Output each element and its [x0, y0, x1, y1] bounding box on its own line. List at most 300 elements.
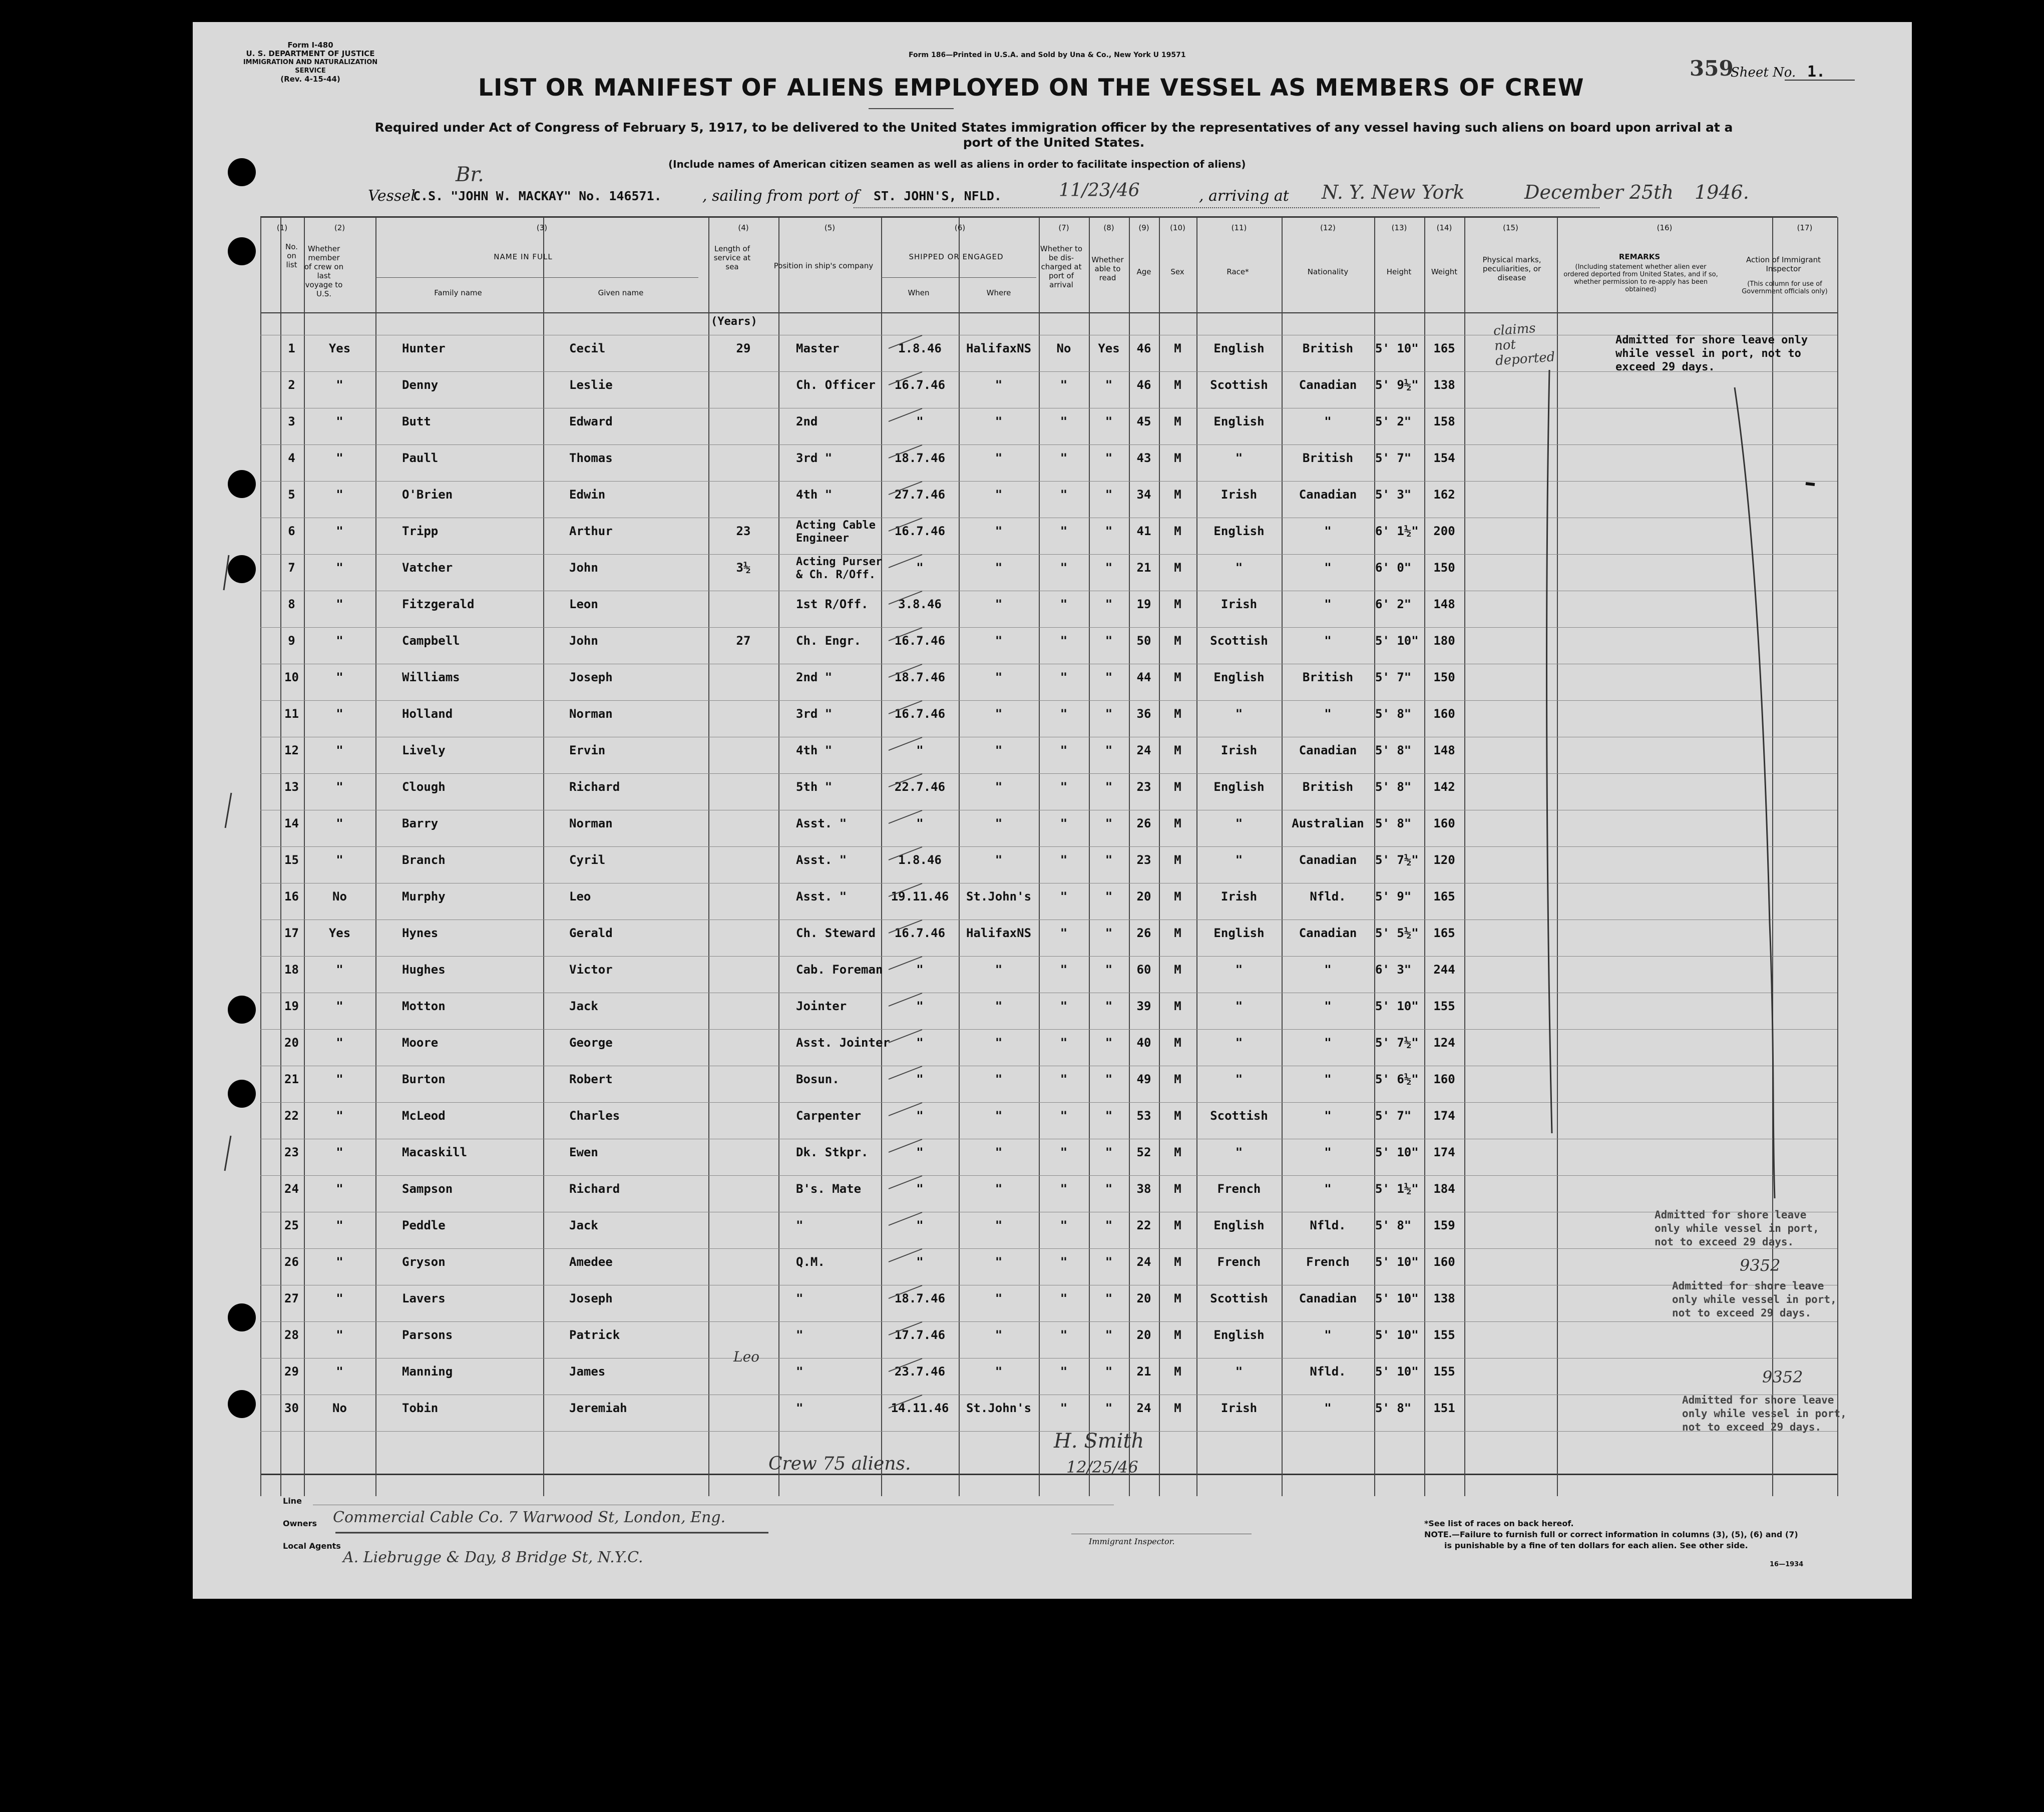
remark-rows-27-29: Admitted for shore leave only while vessel in port, not to exceed 29 days.	[1672, 1280, 1837, 1319]
cell-weight: 142	[1433, 780, 1455, 794]
cell-height: 5' 10"	[1375, 999, 1419, 1013]
cell-height: 5' 10"	[1375, 1145, 1419, 1159]
cell-weight: 160	[1433, 1072, 1455, 1086]
cell-age: 53	[1136, 1109, 1151, 1123]
cell-height: 6' 0"	[1375, 561, 1412, 575]
cell-discharged: "	[1060, 634, 1068, 648]
cell-shipped-when: "	[916, 1036, 924, 1050]
cell-last-voyage: Yes	[328, 341, 351, 355]
cell-age: 39	[1136, 999, 1151, 1013]
sheet-label: Sheet No.	[1731, 65, 1796, 80]
leo-correction: Leo	[733, 1348, 760, 1365]
cell-given-name: Ewen	[569, 1145, 598, 1159]
cell-age: 19	[1136, 597, 1151, 611]
cell-shipped-when: 17.7.46	[894, 1328, 946, 1342]
cell-family-name: Williams	[402, 670, 460, 684]
cell-race: French	[1217, 1182, 1261, 1196]
column-number: (6)	[954, 223, 966, 232]
cell-sex: M	[1174, 999, 1181, 1013]
inspector-signature: H. Smith	[1054, 1430, 1144, 1453]
arriving-label: , arriving at	[1199, 187, 1289, 205]
cell-weight: 148	[1433, 743, 1455, 757]
cell-given-name: Edwin	[569, 488, 606, 502]
form-number: Form I-480	[287, 41, 333, 50]
sheet-value: 1.	[1807, 63, 1826, 81]
cell-shipped-where: "	[995, 1218, 1003, 1232]
cell-given-name: Norman	[569, 816, 613, 830]
cell-age: 21	[1136, 1365, 1151, 1379]
cell-discharged: "	[1060, 1401, 1068, 1415]
cell-race: English	[1213, 780, 1265, 794]
cell-race: "	[1235, 707, 1243, 721]
cell-able-to-read: "	[1105, 780, 1113, 794]
cell-sex: M	[1174, 670, 1181, 684]
cell-discharged: "	[1060, 524, 1068, 538]
cell-position: "	[796, 1365, 803, 1379]
cell-given-name: Cecil	[569, 341, 606, 355]
manifest-sheet	[193, 22, 1912, 1599]
cell-race: Scottish	[1210, 1291, 1268, 1305]
cell-shipped-where: "	[995, 451, 1003, 465]
cell-given-name: Richard	[569, 1182, 620, 1196]
cell-nationality: British	[1302, 341, 1354, 355]
cell-sex: M	[1174, 414, 1181, 428]
cell-sex: M	[1174, 341, 1181, 355]
departure-date-hand: 11/23/46	[1059, 180, 1140, 201]
header-read: Whether able to read	[1091, 255, 1124, 282]
cell-shipped-where: "	[995, 1109, 1003, 1123]
cell-shipped-where: "	[995, 1291, 1003, 1305]
cell-given-name: Jack	[569, 999, 598, 1013]
cell-shipped-where: "	[995, 780, 1003, 794]
cell-race: "	[1235, 1145, 1243, 1159]
cell-position: Ch. Engr.	[796, 634, 862, 648]
cell-shipped-when: 18.7.46	[894, 1291, 946, 1305]
cell-height: 5' 3"	[1375, 488, 1412, 502]
cell-nationality: "	[1324, 634, 1332, 648]
cell-discharged: "	[1060, 780, 1068, 794]
cell-able-to-read: "	[1105, 1182, 1113, 1196]
cell-able-to-read: "	[1105, 707, 1113, 721]
cell-shipped-where: "	[995, 1365, 1003, 1379]
cell-weight: 162	[1433, 488, 1455, 502]
cell-last-voyage: "	[336, 561, 343, 575]
cell-list-number: 18	[284, 963, 299, 977]
cell-shipped-when: 1.8.46	[898, 341, 942, 355]
cell-able-to-read: "	[1105, 1145, 1113, 1159]
cell-discharged: "	[1060, 1036, 1068, 1050]
cell-position: Acting Purser	[796, 556, 883, 568]
cell-given-name: Cyril	[569, 853, 606, 867]
header-weight: Weight	[1431, 267, 1458, 276]
cell-discharged: "	[1060, 999, 1068, 1013]
header-inspector-note: (This column for use of Government officials only)	[1742, 280, 1828, 295]
cell-given-name: John	[569, 561, 598, 575]
header-nationality: Nationality	[1307, 267, 1349, 276]
cell-nationality: "	[1324, 1072, 1332, 1086]
cell-family-name: Branch	[402, 853, 446, 867]
cell-weight: 160	[1433, 816, 1455, 830]
cell-family-name: Denny	[402, 378, 439, 392]
cell-nationality: Canadian	[1299, 378, 1357, 392]
cell-family-name: Campbell	[402, 634, 460, 648]
cell-race: "	[1235, 451, 1243, 465]
service-unit: (Years)	[711, 315, 757, 328]
department: U. S. DEPARTMENT OF JUSTICE	[246, 49, 375, 58]
cell-able-to-read: Yes	[1098, 341, 1120, 355]
cell-nationality: "	[1324, 999, 1332, 1013]
cell-height: 6' 3"	[1375, 963, 1412, 977]
cell-nationality: Canadian	[1299, 488, 1357, 502]
cell-given-name: Leon	[569, 597, 598, 611]
cell-sex: M	[1174, 780, 1181, 794]
cell-able-to-read: "	[1105, 488, 1113, 502]
cell-family-name: Butt	[402, 414, 431, 428]
cell-list-number: 11	[284, 707, 299, 721]
cell-height: 5' 10"	[1375, 341, 1419, 355]
cell-discharged: "	[1060, 853, 1068, 867]
cell-weight: 155	[1433, 1365, 1455, 1379]
cell-race: "	[1235, 963, 1243, 977]
cell-age: 26	[1136, 816, 1151, 830]
cell-shipped-where: "	[995, 670, 1003, 684]
cell-position: Master	[796, 341, 840, 355]
cell-weight: 184	[1433, 1182, 1455, 1196]
cell-shipped-when: 16.7.46	[894, 378, 946, 392]
cell-shipped-when: 18.7.46	[894, 451, 946, 465]
cell-position: Cab. Foreman	[796, 963, 883, 977]
cell-age: 41	[1136, 524, 1151, 538]
cell-age: 60	[1136, 963, 1151, 977]
cell-age: 38	[1136, 1182, 1151, 1196]
cell-able-to-read: "	[1105, 524, 1113, 538]
arrival-year-hand: 1946.	[1695, 181, 1749, 203]
cell-able-to-read: "	[1105, 451, 1113, 465]
cell-sex: M	[1174, 889, 1181, 903]
cell-family-name: Lively	[402, 743, 446, 757]
line-label: Line	[283, 1496, 302, 1506]
cell-discharged: "	[1060, 561, 1068, 575]
cell-shipped-where: "	[995, 561, 1003, 575]
cell-last-voyage: "	[336, 743, 343, 757]
cell-family-name: Paull	[402, 451, 439, 465]
service-name: IMMIGRATION AND NATURALIZATION SERVICE	[243, 59, 378, 75]
header-where: Where	[986, 288, 1011, 297]
cell-given-name: Gerald	[569, 926, 613, 940]
cell-race: English	[1213, 1328, 1265, 1342]
cell-age: 45	[1136, 414, 1151, 428]
cell-sex: M	[1174, 1182, 1181, 1196]
cell-sex: M	[1174, 1145, 1181, 1159]
cell-list-number: 20	[284, 1036, 299, 1050]
header-age: Age	[1136, 267, 1151, 276]
cell-able-to-read: "	[1105, 853, 1113, 867]
cell-position: "	[796, 1328, 803, 1342]
cell-nationality: Canadian	[1299, 743, 1357, 757]
cell-nationality: Canadian	[1299, 926, 1357, 940]
cell-last-voyage: "	[336, 963, 343, 977]
cell-shipped-when: 16.7.46	[894, 634, 946, 648]
cell-discharged: "	[1060, 597, 1068, 611]
cell-shipped-where: "	[995, 634, 1003, 648]
cell-sex: M	[1174, 1218, 1181, 1232]
cell-age: 43	[1136, 451, 1151, 465]
cell-shipped-where: "	[995, 707, 1003, 721]
cell-family-name: Lavers	[402, 1291, 446, 1305]
cell-last-voyage: "	[336, 634, 343, 648]
cell-position: Acting Cable	[796, 519, 876, 532]
cell-position: Bosun.	[796, 1072, 840, 1086]
cell-sex: M	[1174, 926, 1181, 940]
cell-last-voyage: "	[336, 1328, 343, 1342]
cell-discharged: "	[1060, 1109, 1068, 1123]
arrival-date-hand: December 25th	[1524, 181, 1674, 203]
header-remarks: REMARKS	[1618, 252, 1661, 261]
column-number: (9)	[1138, 223, 1149, 232]
cell-weight: 158	[1433, 414, 1455, 428]
cell-able-to-read: "	[1105, 597, 1113, 611]
cell-last-voyage: "	[336, 451, 343, 465]
cell-service-years: 23	[736, 524, 751, 538]
cell-given-name: James	[569, 1365, 606, 1379]
cell-family-name: Fitzgerald	[402, 597, 475, 611]
cell-age: 20	[1136, 1291, 1151, 1305]
cell-height: 5' 8"	[1375, 1218, 1412, 1232]
cell-race: "	[1235, 1365, 1243, 1379]
cell-shipped-when: "	[916, 963, 924, 977]
cell-given-name: Patrick	[569, 1328, 620, 1342]
header-race: Race*	[1227, 267, 1249, 276]
cell-nationality: British	[1302, 451, 1354, 465]
cell-weight: 151	[1433, 1401, 1455, 1415]
remark-rows-1-23: Admitted for shore leave only while vessel in port, not to exceed 29 days.	[1615, 334, 1808, 373]
cell-given-name: Jeremiah	[569, 1401, 627, 1415]
cell-list-number: 8	[288, 597, 295, 611]
cell-position: "	[796, 1291, 803, 1305]
header-name-in-full: NAME IN FULL	[494, 252, 553, 261]
cell-shipped-when: 22.7.46	[894, 780, 946, 794]
cell-race: French	[1217, 1255, 1261, 1269]
cell-height: 5' 6½"	[1375, 1072, 1419, 1086]
cell-family-name: Hynes	[402, 926, 439, 940]
cell-race: "	[1235, 999, 1243, 1013]
cell-shipped-when: "	[916, 1145, 924, 1159]
cell-list-number: 2	[288, 378, 295, 392]
cell-height: 5' 9"	[1375, 889, 1412, 903]
cell-discharged: "	[1060, 1255, 1068, 1269]
cell-shipped-when: "	[916, 561, 924, 575]
cell-nationality: French	[1306, 1255, 1350, 1269]
cell-discharged: "	[1060, 1218, 1068, 1232]
cell-nationality: "	[1324, 561, 1332, 575]
cell-given-name: Joseph	[569, 1291, 613, 1305]
cell-weight: 174	[1433, 1145, 1455, 1159]
cell-position: B's. Mate	[796, 1182, 862, 1196]
cell-height: 5' 7"	[1375, 1109, 1412, 1123]
cell-shipped-when: "	[916, 743, 924, 757]
cell-able-to-read: "	[1105, 1218, 1113, 1232]
cell-weight: 138	[1433, 1291, 1455, 1305]
cell-nationality: "	[1324, 1401, 1332, 1415]
cell-list-number: 1	[288, 341, 295, 355]
cell-discharged: "	[1060, 1072, 1068, 1086]
cell-list-number: 4	[288, 451, 295, 465]
column-number: (10)	[1170, 223, 1185, 232]
cell-sex: M	[1174, 853, 1181, 867]
owners-value: Commercial Cable Co. 7 Warwood St, London, Eng.	[333, 1509, 726, 1526]
cell-height: 5' 10"	[1375, 1328, 1419, 1342]
cell-family-name: Gryson	[402, 1255, 446, 1269]
cell-shipped-where: "	[995, 1072, 1003, 1086]
cell-last-voyage: "	[336, 780, 343, 794]
cell-sex: M	[1174, 963, 1181, 977]
cell-shipped-where: St.John's	[966, 889, 1032, 903]
cell-weight: 160	[1433, 1255, 1455, 1269]
cell-nationality: British	[1302, 670, 1354, 684]
cell-family-name: Murphy	[402, 889, 446, 903]
cell-position: 3rd "	[796, 451, 833, 465]
cell-shipped-when: 27.7.46	[894, 488, 946, 502]
cell-height: 5' 9½"	[1375, 378, 1419, 392]
cell-shipped-when: 16.7.46	[894, 926, 946, 940]
sailing-label: , sailing from port of	[702, 187, 860, 205]
cell-list-number: 14	[284, 816, 299, 830]
cell-shipped-where: "	[995, 597, 1003, 611]
cell-age: 23	[1136, 780, 1151, 794]
cell-list-number: 25	[284, 1218, 299, 1232]
cell-weight: 154	[1433, 451, 1455, 465]
cell-height: 5' 10"	[1375, 1291, 1419, 1305]
cell-list-number: 3	[288, 414, 295, 428]
form-code: 16—1934	[1770, 1561, 1804, 1568]
cell-shipped-when: 23.7.46	[894, 1365, 946, 1379]
header-no: No. on list	[285, 242, 298, 269]
cell-weight: 155	[1433, 1328, 1455, 1342]
cell-sex: M	[1174, 707, 1181, 721]
cell-shipped-when: "	[916, 999, 924, 1013]
cell-weight: 120	[1433, 853, 1455, 867]
cell-position: 4th "	[796, 488, 833, 502]
cell-discharged: "	[1060, 1328, 1068, 1342]
crew-alien-count: Crew 75 aliens.	[768, 1454, 911, 1474]
cell-list-number: 21	[284, 1072, 299, 1086]
cell-given-name: Amedee	[569, 1255, 613, 1269]
cell-list-number: 26	[284, 1255, 299, 1269]
header-shipped: SHIPPED OR ENGAGED	[909, 252, 1004, 261]
header-family-name: Family name	[434, 288, 482, 297]
cell-service-years: 3½	[736, 561, 751, 575]
cell-position: Asst. Jointer	[796, 1036, 890, 1050]
cell-family-name: O'Brien	[402, 488, 453, 502]
departure-port: ST. JOHN'S, NFLD.	[874, 189, 1002, 203]
cell-position: 2nd "	[796, 670, 833, 684]
cell-height: 5' 7"	[1375, 451, 1412, 465]
cell-age: 44	[1136, 670, 1151, 684]
cell-shipped-where: "	[995, 414, 1003, 428]
header-height: Height	[1386, 267, 1412, 276]
column-number: (14)	[1436, 223, 1452, 232]
inspector-code-1: 9352	[1740, 1256, 1781, 1275]
cell-shipped-where: HalifaxNS	[966, 341, 1032, 355]
cell-shipped-where: "	[995, 1145, 1003, 1159]
cell-family-name: Burton	[402, 1072, 446, 1086]
cell-list-number: 13	[284, 780, 299, 794]
sheet-number-stamp: 359	[1690, 56, 1734, 81]
cell-height: 5' 8"	[1375, 816, 1412, 830]
cell-race: Scottish	[1210, 378, 1268, 392]
cell-service-years: 29	[736, 341, 751, 355]
cell-race: Irish	[1220, 743, 1258, 757]
cell-service-years: 27	[736, 634, 751, 648]
cell-last-voyage: "	[336, 597, 343, 611]
cell-discharged: "	[1060, 670, 1068, 684]
cell-family-name: Clough	[402, 780, 446, 794]
cell-sex: M	[1174, 597, 1181, 611]
cell-sex: M	[1174, 561, 1181, 575]
printer-line: Form 186—Printed in U.S.A. and Sold by Una & Co., New York U 19571	[909, 51, 1186, 59]
cell-sex: M	[1174, 1365, 1181, 1379]
local-agents-value: A. Liebrugge & Day, 8 Bridge St, N.Y.C.	[343, 1549, 643, 1566]
cell-last-voyage: Yes	[328, 926, 351, 940]
cell-height: 6' 2"	[1375, 597, 1412, 611]
cell-nationality: Nfld.	[1310, 1365, 1346, 1379]
cell-family-name: Hunter	[402, 341, 446, 355]
cell-nationality: "	[1324, 1109, 1332, 1123]
cell-last-voyage: "	[336, 999, 343, 1013]
subtitle-line-2: port of the United States.	[963, 135, 1145, 150]
cell-able-to-read: "	[1105, 1401, 1113, 1415]
header-position: Position in ship's company	[773, 261, 874, 270]
cell-age: 26	[1136, 926, 1151, 940]
cell-nationality: "	[1324, 1328, 1332, 1342]
cell-weight: 124	[1433, 1036, 1455, 1050]
cell-race: English	[1213, 414, 1265, 428]
cell-last-voyage: "	[336, 1036, 343, 1050]
cell-list-number: 24	[284, 1182, 299, 1196]
cell-last-voyage: "	[336, 1218, 343, 1232]
cell-able-to-read: "	[1105, 743, 1113, 757]
cell-height: 5' 7½"	[1375, 853, 1419, 867]
cell-position: "	[796, 1401, 803, 1415]
cell-age: 20	[1136, 1328, 1151, 1342]
cell-able-to-read: "	[1105, 999, 1113, 1013]
cell-discharged: No	[1056, 341, 1071, 355]
cell-sex: M	[1174, 451, 1181, 465]
cell-weight: 160	[1433, 707, 1455, 721]
cell-given-name: Joseph	[569, 670, 613, 684]
cell-able-to-read: "	[1105, 634, 1113, 648]
cell-nationality: Nfld.	[1310, 1218, 1346, 1232]
remark-row-30: Admitted for shore leave only while vessel in port, not to exceed 29 days.	[1682, 1394, 1847, 1433]
cell-position: 4th "	[796, 743, 833, 757]
cell-given-name: Edward	[569, 414, 613, 428]
cell-shipped-where: "	[995, 963, 1003, 977]
cell-able-to-read: "	[1105, 1365, 1113, 1379]
cell-shipped-where: "	[995, 378, 1003, 392]
claims-not-deported-note: claims not deported	[1493, 320, 1556, 369]
cell-given-name: Jack	[569, 1218, 598, 1232]
cell-position: Asst. "	[796, 853, 847, 867]
inspector-code-2: 9352	[1762, 1368, 1803, 1387]
cell-given-name: Leslie	[569, 378, 613, 392]
cell-family-name: Tobin	[402, 1401, 439, 1415]
cell-shipped-where: "	[995, 1182, 1003, 1196]
cell-given-name: Thomas	[569, 451, 613, 465]
cell-height: 5' 1½"	[1375, 1182, 1419, 1196]
cell-last-voyage: "	[336, 707, 343, 721]
cell-family-name: Barry	[402, 816, 439, 830]
cell-given-name: George	[569, 1036, 613, 1050]
